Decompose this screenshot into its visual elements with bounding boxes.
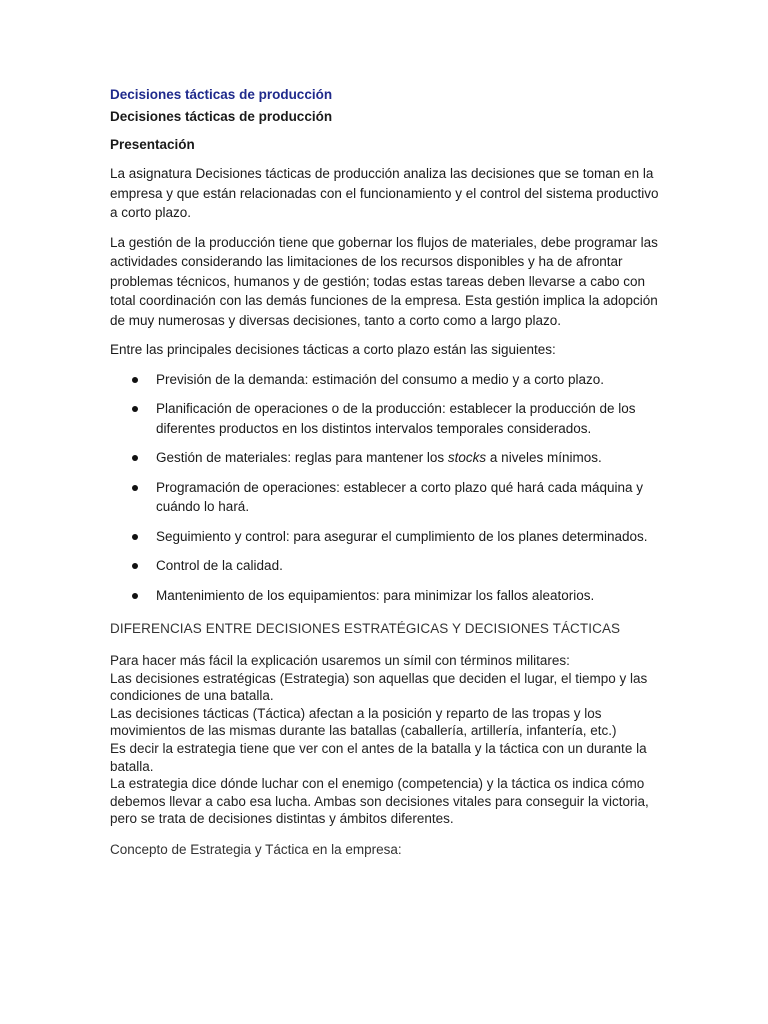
differences-line: Para hacer más fácil la explicación usaremos un símil con términos militares: xyxy=(110,653,570,668)
list-item xyxy=(110,399,660,438)
differences-block xyxy=(110,652,660,828)
list-item-text: Programación de operaciones: establecer a corto plazo qué hará cada máquina y cuándo lo hará. xyxy=(156,479,644,514)
list-item-text-after: a niveles mínimos. xyxy=(486,450,602,465)
document-title: Decisiones tácticas de producción xyxy=(110,109,333,124)
list-item-text: Previsión de la demanda: estimación del consumo a medio y a corto plazo. xyxy=(156,371,604,387)
list-item xyxy=(110,448,660,468)
document-link-title[interactable]: Decisiones tácticas de producción xyxy=(110,87,333,102)
differences-heading: DIFERENCIAS ENTRE DECISIONES ESTRATÉGICAS Y DECISIONES TÁCTICAS xyxy=(110,621,621,636)
list-item xyxy=(110,556,660,576)
bullet-icon xyxy=(132,455,138,461)
list-item-italic-word: stocks xyxy=(447,450,487,465)
bullet-icon xyxy=(132,406,138,412)
list-item-text: Seguimiento y control: para asegurar el cumplimiento de los planes determinados. xyxy=(156,528,648,544)
list-item xyxy=(110,370,660,390)
differences-line: Las decisiones estratégicas (Estrategia) son aquellas que deciden el lugar, el tiempo y las condiciones de una batalla. xyxy=(110,670,648,704)
decisions-list xyxy=(110,370,660,606)
document-content xyxy=(110,86,660,859)
list-item-text: Planificación de operaciones o de la producción: establecer la producción de los diferentes productos en los distintos intervalos temporales considerados. xyxy=(156,401,636,436)
paragraph-management: La gestión de la producción tiene que gobernar los flujos de materiales, debe programar las actividades considerando las limitaciones de los recursos disponibles y ha de afrontar problemas técnicos, humanos y de gestión; todas estas tareas deben llevarse a cabo con total coordinación con las demás funciones de la empresa. Esta gestión implica la adopción de muy numerosas y diversas decisiones, tanto a corto como a largo plazo. xyxy=(110,234,658,328)
concept-heading: Concepto de Estrategia y Táctica en la empresa: xyxy=(110,841,402,857)
list-item-text-before: Gestión de materiales: reglas para mantener los xyxy=(156,450,448,465)
paragraph-intro: La asignatura Decisiones tácticas de producción analiza las decisiones que se toman en la empresa y que están relacionadas con el funcionamiento y el control del sistema productivo a corto plazo. xyxy=(110,166,659,220)
differences-line: Es decir la estrategia tiene que ver con el antes de la batalla y la táctica con un durante la batalla. xyxy=(110,740,647,774)
list-item xyxy=(110,586,660,606)
bullet-icon xyxy=(132,377,138,383)
bullet-icon xyxy=(132,563,138,569)
differences-line: La estrategia dice dónde luchar con el enemigo (competencia) y la táctica os indica cómo debemos llevar a cabo esa lucha. Ambas son decisiones vitales para conseguir la victoria, pero se trata de decisiones distintas y ámbitos diferentes. xyxy=(110,776,649,827)
list-item xyxy=(110,478,660,517)
presentation-heading: Presentación xyxy=(110,137,195,152)
list-item xyxy=(110,527,660,547)
bullet-icon xyxy=(132,534,138,540)
paragraph-list-intro: Entre las principales decisiones tácticas a corto plazo están las siguientes: xyxy=(110,342,556,357)
differences-line: Las decisiones tácticas (Táctica) afectan a la posición y reparto de las tropas y los movimientos de las mismas durante las batallas (caballería, artillería, infantería, etc.) xyxy=(110,705,617,739)
list-item-text: Mantenimiento de los equipamientos: para minimizar los fallos aleatorios. xyxy=(156,587,595,603)
bullet-icon xyxy=(132,593,138,599)
list-item-text: Control de la calidad. xyxy=(156,558,283,573)
bullet-icon xyxy=(132,485,138,491)
